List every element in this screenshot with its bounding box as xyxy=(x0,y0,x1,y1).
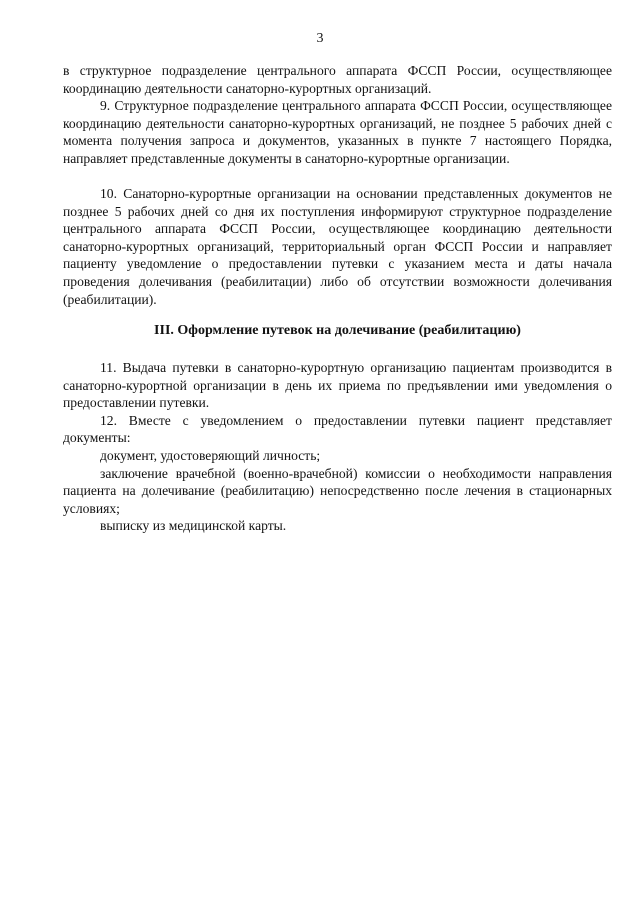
page-number: 3 xyxy=(316,31,324,46)
paragraph-text: в структурное подразделение центрального аппарата ФССП России, осуществляющее координацию деятельности санаторно-курортных организаций. xyxy=(63,63,612,96)
list-item-medical-commission: заключение врачебной (военно-врачебной) комиссии о необходимости направления пациента на долечивание (реабилитацию) непосредственно после лечения в стационарных условиях; xyxy=(63,465,612,516)
section-content xyxy=(63,359,612,535)
paragraph-10 xyxy=(63,185,612,308)
paragraph-11: 11. Выдача путевки в санаторно-курортную организацию пациентам производится в санаторно-курортной организации в день их приема по предъявлении ими уведомления о предоставлении путевки. xyxy=(63,360,612,411)
paragraph-text: 10. Санаторно-курортные организации на основании представленных документов не позднее 5 рабочих дней со дня их поступления информируют структурное подразделение центрального аппарата ФССП России, осуществляющее координацию деятельности санаторно-курортных организаций, территориальный орган ФССП России и направляет пациенту уведомление о предоставлении путевки с указанием места и даты начала проведения долечивания (реабилитации) либо об отсутствии возможности долечивания (реабилитации). xyxy=(63,186,612,307)
paragraph-9 xyxy=(63,97,612,167)
section-heading: III. Оформление путевок на долечивание (реабилитацию) xyxy=(154,323,521,338)
list-item-medical-record: выписку из медицинской карты. xyxy=(100,518,287,534)
list-item-identity-document: документ, удостоверяющий личность; xyxy=(100,447,321,463)
paragraph-text: 9. Структурное подразделение центрального аппарата ФССП России, осуществляющее координацию деятельности санаторно-курортных организаций, не позднее 5 рабочих дней с момента получения запроса и документов, указанных в пункте 7 настоящего Порядка, направляет представленные документы в санаторно-курортные организации. xyxy=(63,98,612,166)
paragraph-12: 12. Вместе с уведомлением о предоставлении путевки пациент представляет документы: xyxy=(63,412,612,446)
paragraph-continuation xyxy=(63,62,612,97)
